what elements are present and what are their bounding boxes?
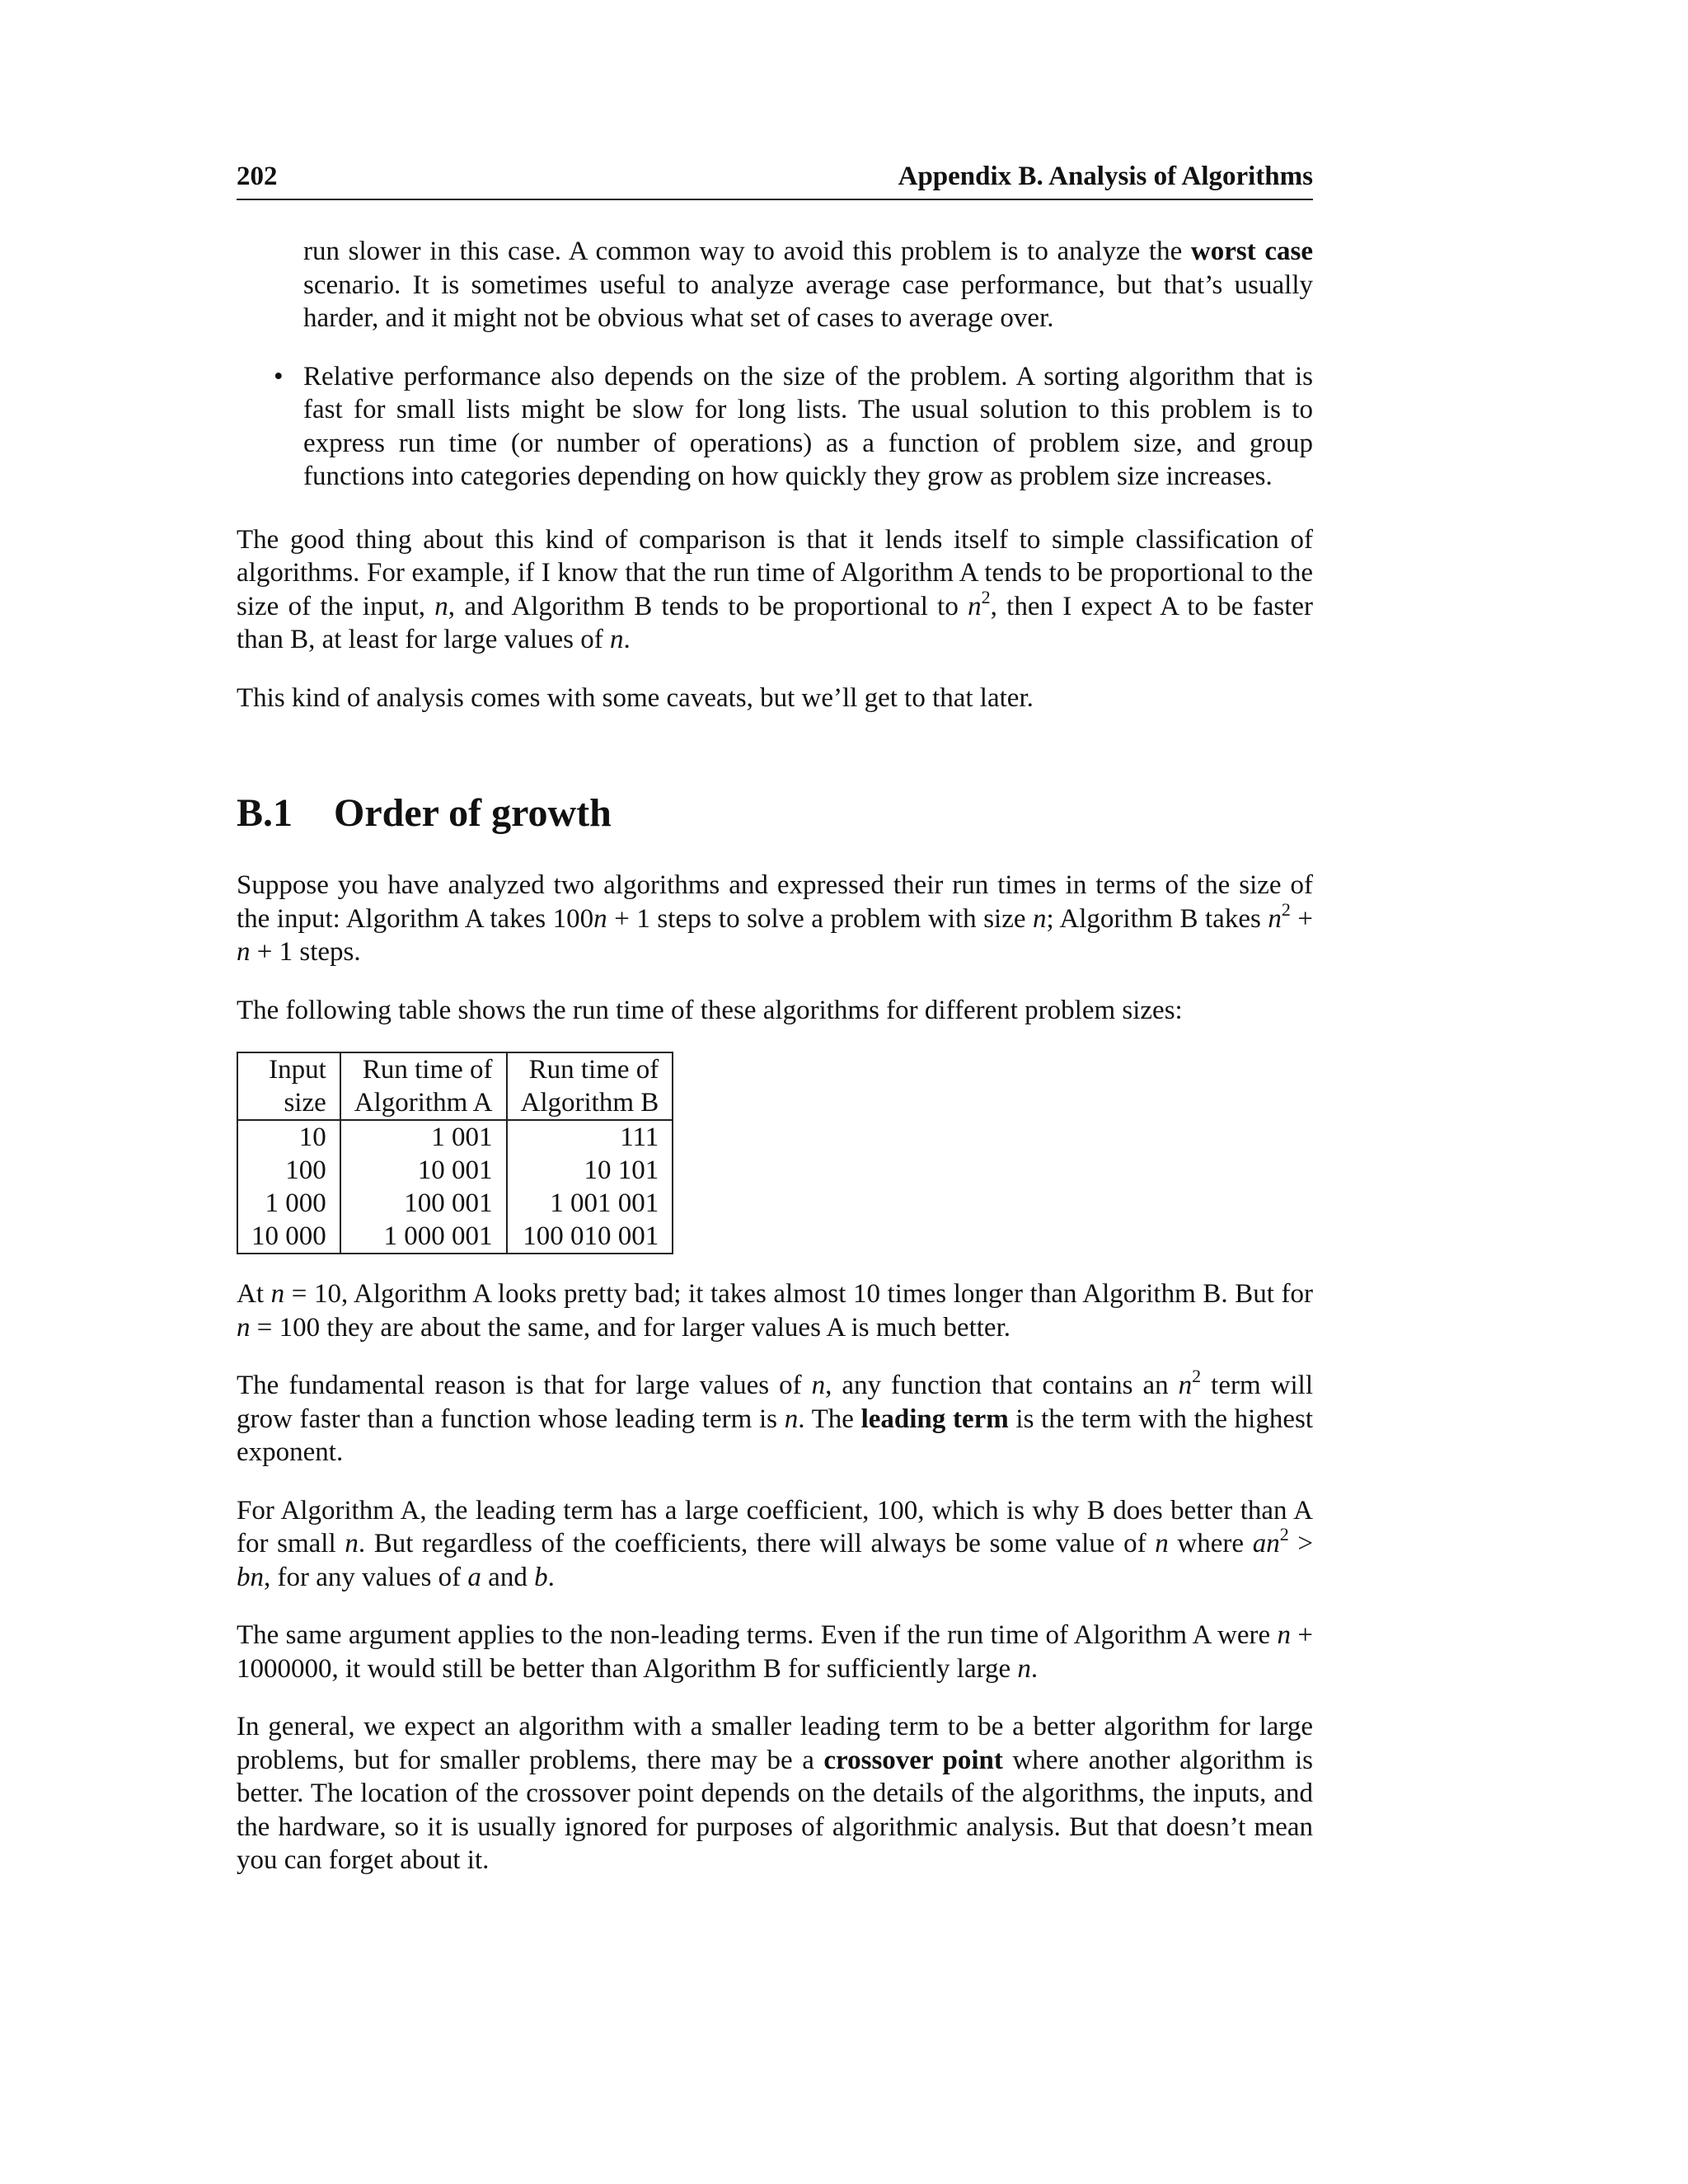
bullet-text: Relative performance also depends on the size of the problem. A sorting algorithm that is fast for small lists might be slow for long lists. The usual solution to this problem is to express run time (or number of operations) as a function of problem size, and group functions into categories depending on how quickly they grow as problem size increases. [303, 361, 1313, 491]
table-header-row [237, 1052, 673, 1086]
paragraph-fundamental: The fundamental reason is that for large values of n, any function that contains an $n^2$ term will grow faster than a function whose leading term is n. The leading term is the term with the highest exponent. [237, 1366, 1314, 1467]
table-cell: 10 000 [237, 1220, 340, 1254]
paragraph-caveats: This kind of analysis comes with some caveats, but we’ll get to that later. [237, 682, 1034, 713]
section-title: Order of growth [334, 791, 612, 835]
table-header-cell: Input [237, 1052, 340, 1086]
page [237, 162, 1313, 1877]
term-crossover-point: crossover point [823, 1745, 1003, 1775]
section-number: B.1 [237, 791, 293, 835]
table-cell: 100 010 001 [507, 1220, 673, 1254]
running-head [237, 162, 1313, 200]
chapter-title: Appendix B. Analysis of Algorithms [898, 162, 1313, 191]
table-header-cell: Run time of [507, 1052, 673, 1086]
table-cell: 100 001 [340, 1187, 507, 1220]
paragraph-non-leading: The same argument applies to the non-leading terms. Even if the run time of Algorithm A were n + 1000000, it would still be better than Algorithm B for sufficiently large n. [237, 1620, 1313, 1684]
table-row [237, 1154, 673, 1187]
paragraph-comparison: The good thing about this kind of comparison is that it lends itself to simple classification of algorithms. For example, if I know that the run time of Algorithm A tends to be proportional to the size of the input, n, and Algorithm B tends to be proportional to $n^2$, then I expect A to be faster than B, at least for large values of n. [237, 524, 1313, 654]
table-cell: 1 001 [340, 1120, 507, 1154]
table-header-cell: Algorithm B [507, 1086, 673, 1120]
bullet-icon: • [274, 361, 284, 391]
table-row [237, 1187, 673, 1220]
paragraph-at-n: At n = 10, Algorithm A looks pretty bad; it takes almost 10 times longer than Algorithm B. But for n = 100 they are about the same, and for larger values A is much better. [237, 1279, 1314, 1343]
table-cell: 1 000 [237, 1187, 340, 1220]
paragraph-table-intro: The following table shows the run time of these algorithms for different problem sizes: [237, 995, 1183, 1025]
table-header-cell: size [237, 1086, 340, 1120]
term-leading-term: leading term [860, 1404, 1009, 1434]
list-item [274, 360, 1313, 494]
paragraph-coefficients: For Algorithm A, the leading term has a large coefficient, 100, which is why B does better than A for small n. But regardless of the coefficients, there will always be some value of n where $an^2$ > bn, for any values of a and b. [237, 1495, 1313, 1592]
continued-paragraph: run slower in this case. A common way to avoid this problem is to analyze the worst case scenario. It is sometimes useful to analyze average case performance, but that’s usually harder, and it might not be obvious what set of cases to average over. [303, 237, 1313, 333]
run-time-table [237, 1052, 673, 1254]
table-cell: 1 000 001 [340, 1220, 507, 1254]
term-worst-case: worst case [1190, 237, 1313, 266]
table-cell: 1 001 001 [507, 1187, 673, 1220]
bullet-list [237, 360, 1313, 494]
table-cell: 10 001 [340, 1154, 507, 1187]
table-row [237, 1120, 673, 1154]
table-cell: 100 [237, 1154, 340, 1187]
table-header-cell: Algorithm A [340, 1086, 507, 1120]
table-row [237, 1220, 673, 1254]
table-header-cell: Run time of [340, 1052, 507, 1086]
table-cell: 10 101 [507, 1154, 673, 1187]
section-heading [237, 790, 1313, 836]
table-cell: 10 [237, 1120, 340, 1154]
table-header-row [237, 1086, 673, 1120]
paragraph-suppose: Suppose you have analyzed two algorithms and expressed their run times in terms of the size of the input: Algorithm A takes 100n + 1 steps to solve a problem with size n; Algorithm B takes $n^2 + n + 1$ steps. [237, 870, 1313, 967]
table-cell: 111 [507, 1120, 673, 1154]
paragraph-crossover: In general, we expect an algorithm with a smaller leading term to be a better algorithm for large problems, but for smaller problems, there may be a crossover point where another algorithm is better. The location of the crossover point depends on the details of the algorithms, the inputs, and the hardware, so it is usually ignored for purposes of algorithmic analysis. But that doesn’t mean you can forget about it. [237, 1712, 1313, 1875]
page-number: 202 [237, 162, 278, 191]
